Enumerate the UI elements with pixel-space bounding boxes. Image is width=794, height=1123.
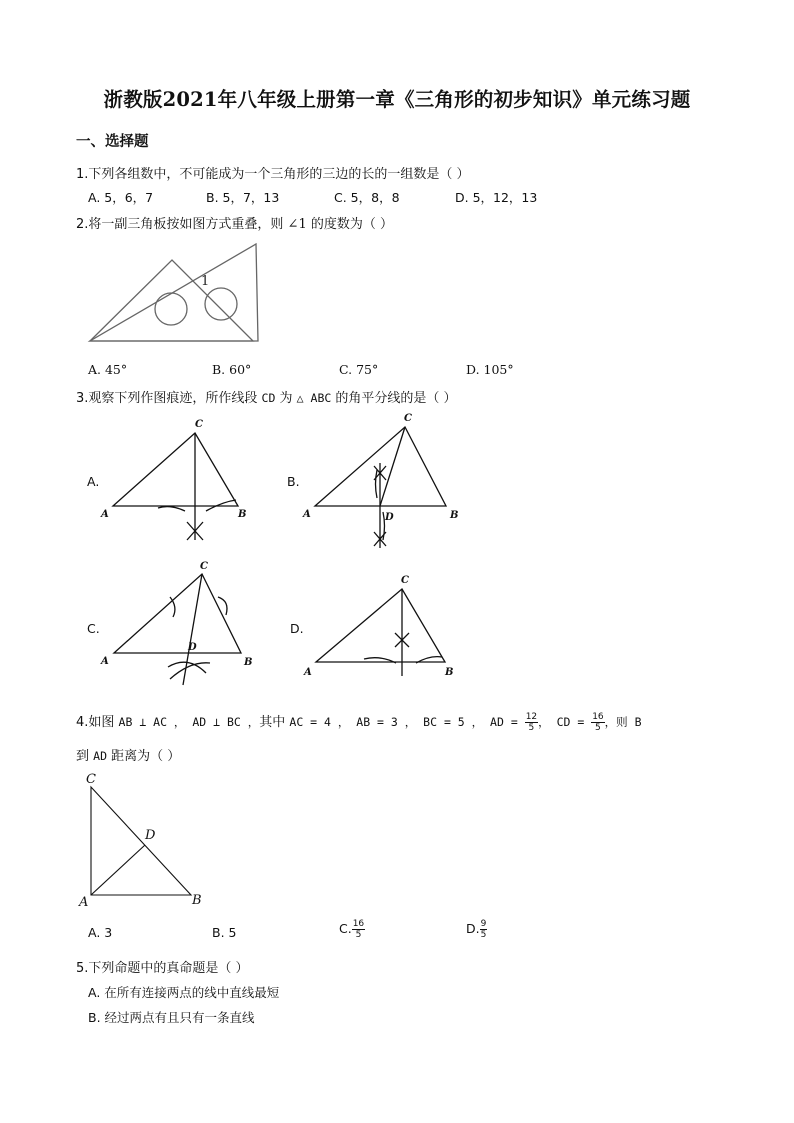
- cd-fraction: $\frac{16}{5}$: [592, 712, 604, 733]
- triangle-abc: △ ABC: [296, 391, 332, 405]
- q2-option-c[interactable]: C. 75°: [339, 362, 379, 377]
- label-d: D: [145, 828, 156, 843]
- label-d: D: [188, 642, 197, 653]
- q4-relations: AB ⊥ AC ， AD ⊥ BC ，: [118, 715, 260, 729]
- q4-option-d-letter: D.: [466, 921, 480, 936]
- label-a: A: [101, 656, 109, 667]
- label-c: C: [401, 575, 409, 586]
- label-c: C: [404, 413, 412, 424]
- q4-values: AC = 4 ， AB = 3 ， BC = 5 ， AD =: [289, 715, 525, 729]
- q2-stem-tail: 的度数为（ ）: [306, 217, 393, 232]
- q2-stem-text: 2.将一副三角板按如图方式重叠，则: [76, 217, 288, 232]
- q4-right-triangle-figure: [78, 768, 213, 908]
- page-title: 浙教版2021年八年级上册第一章《三角形的初步知识》单元练习题: [103, 88, 691, 111]
- q3-option-b[interactable]: B.: [287, 474, 300, 489]
- label-b: B: [238, 509, 247, 520]
- question-4-stem: [76, 711, 642, 733]
- q2-option-b[interactable]: B. 60°: [212, 362, 252, 377]
- segment-ad: AD: [93, 749, 107, 763]
- q4-stem-text: 4.如图: [76, 715, 119, 730]
- q4-option-c[interactable]: [339, 919, 365, 940]
- q2-option-d[interactable]: D. 105°: [466, 362, 514, 377]
- label-b: B: [244, 657, 253, 668]
- label-b: B: [450, 510, 459, 521]
- q1-option-c[interactable]: C. 5，8，8: [334, 190, 400, 205]
- q3-option-d[interactable]: D.: [290, 621, 304, 636]
- q1-option-a[interactable]: A. 5，6，7: [88, 190, 154, 205]
- q3-stem-tail: 的角平分线的是（ ）: [331, 391, 457, 406]
- q4-option-a[interactable]: A. 3: [88, 925, 113, 940]
- q3-option-c[interactable]: C.: [87, 621, 100, 636]
- section-heading: 一、选择题: [76, 134, 149, 150]
- question-2-stem: [76, 213, 393, 232]
- question-5-stem: 5.下列命题中的真命题是（ ）: [76, 961, 249, 976]
- label-a: A: [101, 509, 109, 520]
- q5-option-b[interactable]: B. 经过两点有且只有一条直线: [88, 1010, 255, 1025]
- q4-tail: ，则 B: [604, 715, 642, 729]
- q1-option-b[interactable]: B. 5，7，13: [206, 190, 280, 205]
- q1-option-d[interactable]: D. 5，12，13: [455, 190, 538, 205]
- question-4-stem-line2: [76, 745, 180, 764]
- set-square-45: [90, 260, 253, 341]
- q3-figure-c: [98, 557, 258, 689]
- label-b: B: [192, 893, 202, 908]
- q3-figure-b: [298, 408, 463, 550]
- angle-1-symbol: ∠1: [287, 217, 307, 232]
- q4-option-b[interactable]: B. 5: [212, 925, 237, 940]
- q4-mid: 其中: [259, 715, 290, 730]
- q3-option-a[interactable]: A.: [87, 474, 100, 489]
- q4-option-d[interactable]: [466, 919, 487, 940]
- q4-option-c-letter: C.: [339, 921, 352, 936]
- angle-1-label: 1: [201, 274, 210, 289]
- q3-stem-text: 3.观察下列作图痕迹，所作线段: [76, 391, 262, 406]
- q2-option-a[interactable]: A. 45°: [88, 362, 128, 377]
- triangle-rulers-figure: [86, 240, 266, 346]
- q5-option-a[interactable]: A. 在所有连接两点的线中直线最短: [88, 985, 280, 1000]
- question-1-stem: 1.下列各组数中，不可能成为一个三角形的三边的长的一组数是（ ）: [76, 167, 470, 182]
- q3-figure-a: [98, 414, 258, 546]
- segment-cd: CD: [261, 391, 276, 405]
- ad-fraction: $\frac{12}{5}$: [525, 712, 538, 733]
- q4-option-c-fraction: $\frac{16}{5}$: [352, 919, 365, 940]
- label-c: C: [195, 419, 203, 430]
- q4-line2-tail: 距离为（ ）: [107, 749, 181, 764]
- q3-stem-mid: 为: [275, 391, 297, 406]
- label-a: A: [79, 895, 89, 908]
- set-square-hole-right: [205, 288, 237, 320]
- q4-line2-text: 到: [76, 749, 94, 764]
- cd-label: ， CD =: [538, 715, 592, 729]
- label-c: C: [200, 561, 208, 572]
- q3-figure-d: [300, 571, 465, 681]
- label-b: B: [445, 667, 454, 678]
- label-d: D: [385, 512, 394, 523]
- q4-option-d-fraction: $\frac{9}{5}$: [480, 919, 487, 940]
- label-a: A: [304, 667, 312, 678]
- label-c: C: [86, 772, 96, 787]
- set-square-hole-left: [155, 293, 187, 325]
- label-a: A: [303, 509, 311, 520]
- question-3-stem: [76, 387, 457, 406]
